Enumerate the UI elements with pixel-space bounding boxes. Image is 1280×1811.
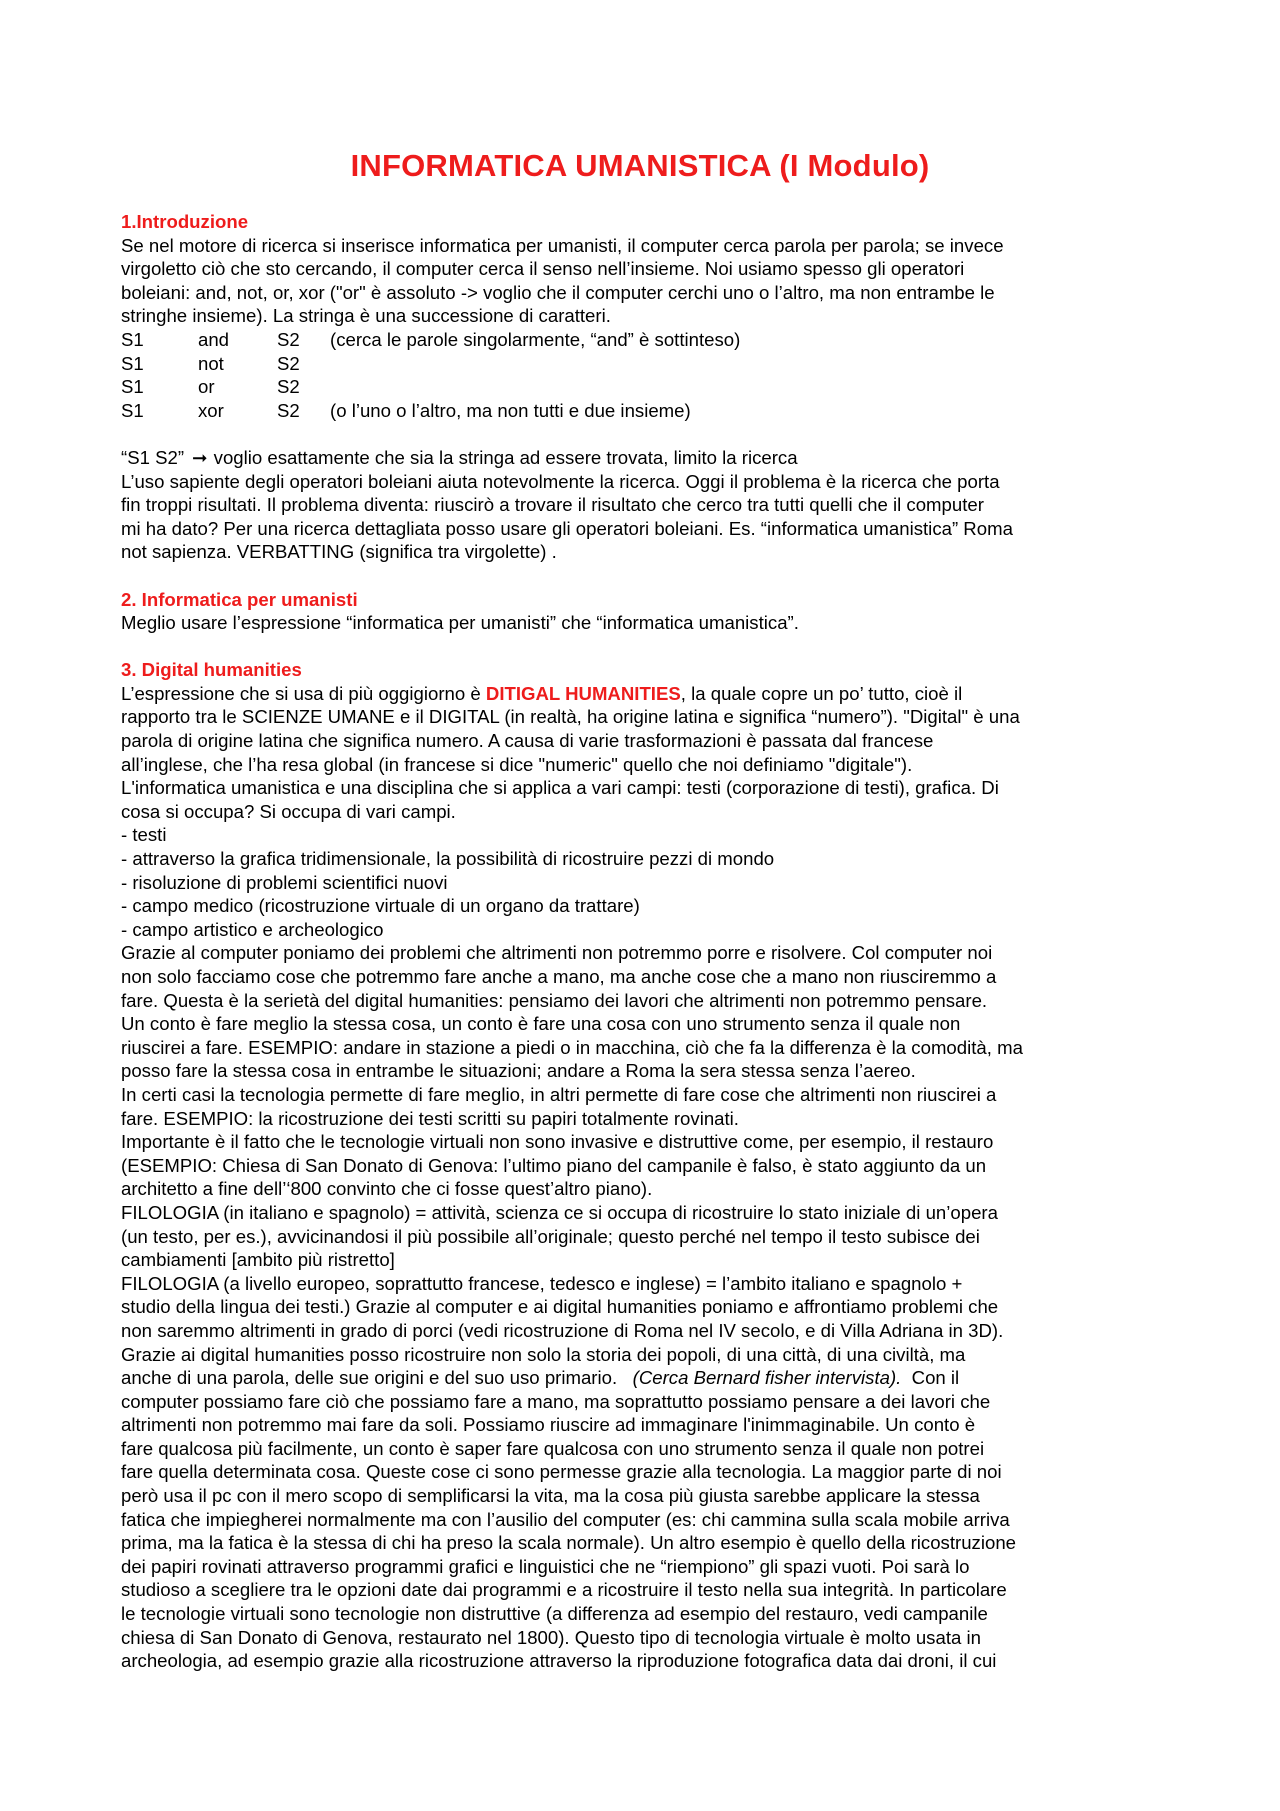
text-line: studio della lingua dei testi.) Grazie al computer e ai digital humanities poniamo e affrontiamo problemi che — [121, 1296, 999, 1318]
operand-right: S2 — [277, 399, 300, 421]
text-line: fatica che impiegherei normalmente ma con l’ausilio del computer (es: chi cammina sulla scala mobile arriva — [121, 1508, 1010, 1530]
operator: and — [198, 328, 230, 350]
page-title: INFORMATICA UMANISTICA (I Modulo) — [350, 148, 930, 183]
text-line: FILOLOGIA (a livello europeo, soprattutto francese, tedesco e inglese) = l’ambito italiano e spagnolo + — [121, 1272, 963, 1294]
text-line: Importante è il fatto che le tecnologie virtuali non sono invasive e distruttive come, per esempio, il restauro — [121, 1131, 994, 1153]
text-line: - risoluzione di problemi scientifici nuovi — [121, 871, 448, 893]
text-line: prima, ma la fatica è la stessa di chi ha preso la scala normale). Un altro esempio è quello della ricostruzione — [121, 1532, 1016, 1554]
text-line: not sapienza. VERBATTING (significa tra virgolette) . — [121, 541, 557, 563]
operator: xor — [198, 399, 224, 421]
text-line: (un testo, per es.), avvicinandosi il più possibile all’originale; questo perché nel tempo il testo subisce dei — [121, 1225, 980, 1247]
section3-paragraph-b — [121, 1390, 1171, 1673]
text-line: L’uso sapiente degli operatori boleiani aiuta notevolmente la ricerca. Oggi il problema è la ricerca che porta — [121, 470, 1000, 492]
operator-row — [121, 328, 1171, 352]
text-line: architetto a fine dell’‘800 convinto che ci fosse quest’altro piano). — [121, 1178, 653, 1200]
text-line: In certi casi la tecnologia permette di fare meglio, in altri permette di fare cose che altrimenti non riuscirei a — [121, 1083, 997, 1105]
text-line: parola di origine latina che significa numero. A causa di varie trasformazioni è passata dal francese — [121, 730, 934, 752]
text-line: fare qualcosa più facilmente, un conto è saper fare qualcosa con uno strumento senza il quale non potrei — [121, 1437, 985, 1459]
text-line: Un conto è fare meglio la stessa cosa, un conto è fare una cosa con uno strumento senza il quale non — [121, 1013, 961, 1035]
quoted-string: “S1 S2” — [121, 446, 185, 468]
text-line: rapporto tra le SCIENZE UMANE e il DIGITAL (in realtà, ha origine latina e significa “numero”). "Digital" è una — [121, 706, 1020, 728]
operand-left: S1 — [121, 399, 144, 421]
blank-line — [121, 635, 1171, 659]
digital-humanities-intro-line — [121, 682, 1171, 706]
italic-note: (Cerca Bernard fisher intervista). — [632, 1367, 902, 1389]
text-line: - campo medico (ricostruzione virtuale di un organo da trattare) — [121, 895, 640, 917]
operator-note: (cerca le parole singolarmente, “and” è sottinteso) — [330, 328, 741, 350]
text-line: - attraverso la grafica tridimensionale, la possibilità di ricostruire pezzi di mondo — [121, 848, 775, 870]
text-line: virgoletto ciò che sto cercando, il computer cerca il senso nell’insieme. Noi usiamo spesso gli operatori — [121, 258, 965, 280]
text-line: all’inglese, che l’ha resa global (in francese si dice "numeric" quello che noi definiamo "digitale"). — [121, 753, 913, 775]
text-line: altrimenti non potremmo mai fare da soli. Possiamo riuscire ad immaginare l'inimmaginabile. Un conto è — [121, 1414, 976, 1436]
section-heading-digital-humanities: 3. Digital humanities — [121, 659, 302, 681]
section-heading-informatica-per-umanisti: 2. Informatica per umanisti — [121, 588, 358, 610]
text-line: fin troppi risultati. Il problema diventa: riuscirò a trovare il risultato che cerco tra tutti quelli che il computer — [121, 494, 984, 516]
document-body — [121, 210, 1171, 1673]
text-line: però usa il pc con il mero scopo di semplificarsi la vita, ma la cosa più giusta sarebbe applicare la stessa — [121, 1485, 980, 1507]
highlighted-term: DITIGAL HUMANITIES — [485, 682, 681, 704]
text-line: Grazie ai digital humanities posso ricostruire non solo la storia dei popoli, di una città, di una civiltà, ma — [121, 1343, 966, 1365]
text-line: archeologia, ad esempio grazie alla ricostruzione attraverso la riproduzione fotografica data dai droni, il cui — [121, 1650, 997, 1672]
text-line: chiesa di San Donato di Genova, restaurato nel 1800). Questo tipo di tecnologia virtuale è molto usata in — [121, 1626, 981, 1648]
operator-note: (o l’uno o l’altro, ma non tutti e due insieme) — [330, 399, 691, 421]
operand-left: S1 — [121, 328, 144, 350]
text-line: Meglio usare l’espressione “informatica per umanisti” che “informatica umanistica”. — [121, 612, 799, 634]
operators-table — [121, 328, 1171, 422]
text-line: L'informatica umanistica e una disciplina che si applica a vari campi: testi (corporazione di testi), grafica. Di — [121, 777, 999, 799]
text-line: boleiani: and, not, or, xor ("or" è assoluto -> voglio che il computer cerchi uno o l’altro, ma non entrambe le — [121, 281, 995, 303]
text-line: fare. ESEMPIO: la ricostruzione dei testi scritti su papiri totalmente rovinati. — [121, 1107, 739, 1129]
italic-note-line — [121, 1366, 1171, 1390]
text-line: dei papiri rovinati attraverso programmi grafici e linguistici che ne “riempiono” gli spazi vuoti. Poi sarà lo — [121, 1555, 970, 1577]
blank-line — [121, 422, 1171, 446]
text-line: Grazie al computer poniamo dei problemi che altrimenti non potremmo porre e risolvere. Col computer noi — [121, 942, 993, 964]
text-line: le tecnologie virtuali sono tecnologie non distruttive (a differenza ad esempio del restauro, vedi campanile — [121, 1603, 988, 1625]
section-heading-introduzione: 1.Introduzione — [121, 211, 249, 232]
section1-paragraph — [121, 234, 1171, 328]
text-line: - campo artistico e archeologico — [121, 918, 384, 940]
quoted-string-explanation: voglio esattamente che sia la stringa ad essere trovata, limito la ricerca — [213, 446, 798, 468]
intro-text-before: L’espressione che si usa di più oggigiorno è — [121, 682, 486, 704]
operand-right: S2 — [277, 328, 300, 350]
text-line: Se nel motore di ricerca si inserisce informatica per umanisti, il computer cerca parola per parola; se invece — [121, 234, 1004, 256]
section2-paragraph — [121, 611, 1171, 635]
italic-line-before: anche di una parola, delle sue origini e del suo uso primario. — [121, 1367, 633, 1389]
operand-right: S2 — [277, 376, 300, 398]
text-line: FILOLOGIA (in italiano e spagnolo) = attività, scienza ce si occupa di ricostruire lo stato iniziale di un’opera — [121, 1201, 998, 1223]
text-line: - testi — [121, 824, 167, 846]
text-line: non saremmo altrimenti in grado di porci (vedi ricostruzione di Roma nel IV secolo, e di Villa Adriana in 3D). — [121, 1319, 1004, 1341]
operand-right: S2 — [277, 352, 300, 374]
text-line: computer possiamo fare ciò che possiamo fare a mano, ma soprattutto possiamo pensare a dei lavori che — [121, 1390, 991, 1412]
quoted-string-line — [121, 446, 1171, 470]
text-line: fare. Questa è la serietà del digital humanities: pensiamo dei lavori che altrimenti non potremmo pensare. — [121, 989, 988, 1011]
text-line: studioso a scegliere tra le opzioni date dai programmi e a ricostruire il testo nella sua integrità. In particolare — [121, 1579, 1007, 1601]
intro-text-after: , la quale copre un po’ tutto, cioè il — [680, 682, 963, 704]
operator-row — [121, 399, 1171, 423]
text-line: cosa si occupa? Si occupa di vari campi. — [121, 800, 456, 822]
text-line: non solo facciamo cose che potremmo fare anche a mano, ma anche cose che a mano non riusciremmo a — [121, 966, 997, 987]
text-line: posso fare la stessa cosa in entrambe le situazioni; andare a Roma la sera stessa senza l’aereo. — [121, 1060, 916, 1082]
operand-left: S1 — [121, 376, 144, 398]
text-line: fare quella determinata cosa. Queste cose ci sono permesse grazie alla tecnologia. La maggior parte di noi — [121, 1461, 1002, 1483]
text-line: cambiamenti [ambito più ristretto] — [121, 1249, 395, 1271]
blank-line — [121, 564, 1171, 588]
operator-row — [121, 375, 1171, 399]
text-line: stringhe insieme). La stringa è una successione di caratteri. — [121, 305, 611, 327]
operator-row — [121, 352, 1171, 376]
operator: or — [198, 376, 215, 398]
section1-paragraph-after — [121, 470, 1171, 564]
text-line: mi ha dato? Per una ricerca dettagliata posso usare gli operatori boleiani. Es. “informatica umanistica” Roma — [121, 517, 1013, 539]
text-line: (ESEMPIO: Chiesa di San Donato di Genova: l’ultimo piano del campanile è falso, è stato aggiunto da un — [121, 1154, 987, 1176]
section3-paragraph-a — [121, 705, 1171, 1366]
operand-left: S1 — [121, 352, 144, 374]
text-line: riuscirei a fare. ESEMPIO: andare in stazione a piedi o in macchina, ciò che fa la differenza è la comodità, ma — [121, 1036, 1023, 1058]
right-arrow-icon: ➞ — [192, 446, 208, 468]
operator: not — [198, 352, 224, 374]
italic-line-after: Con il — [901, 1367, 960, 1389]
